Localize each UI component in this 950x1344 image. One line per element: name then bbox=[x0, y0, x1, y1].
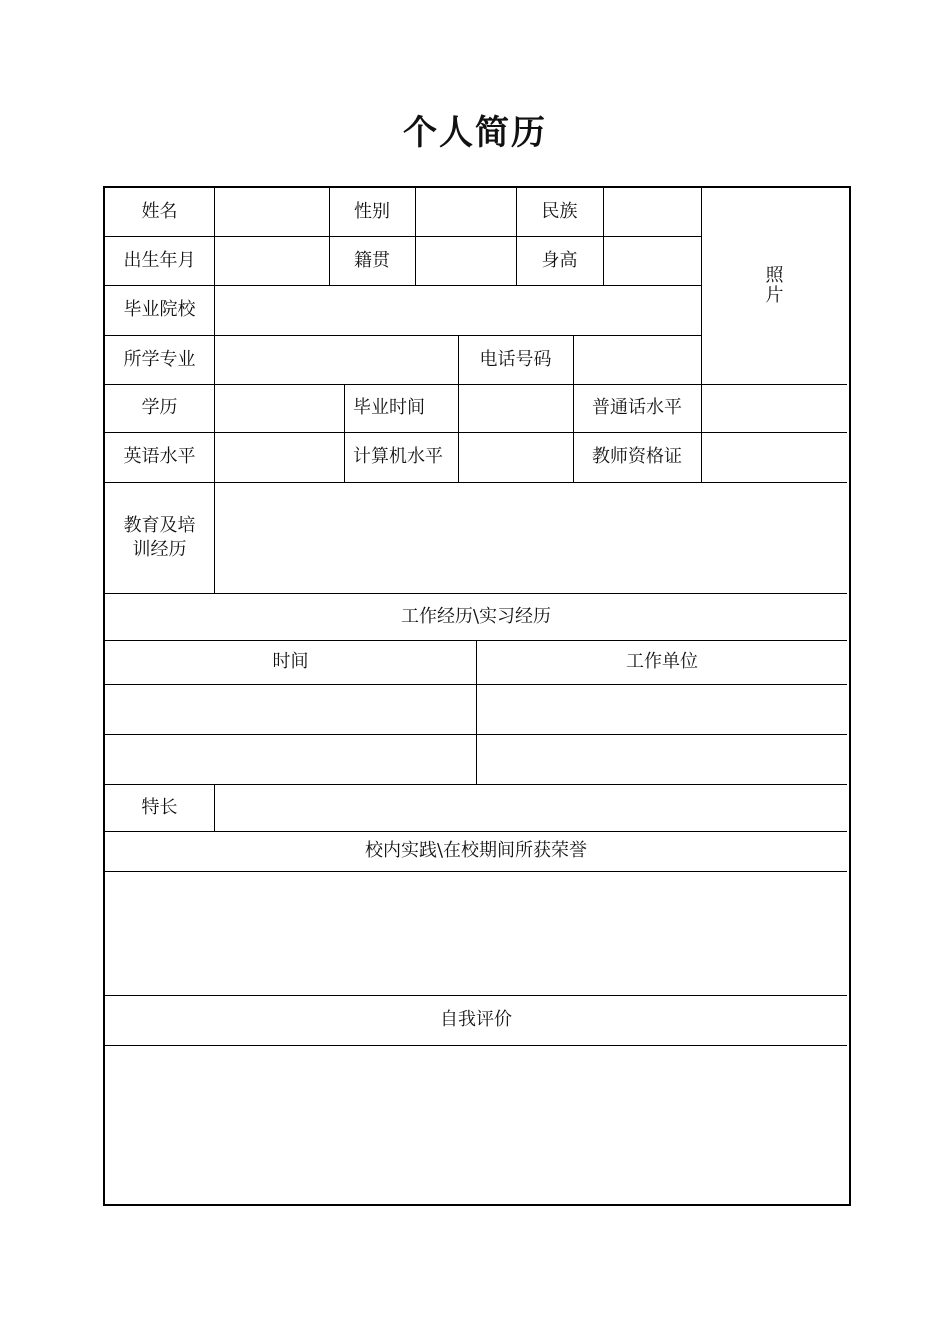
label-training bbox=[105, 482, 214, 593]
campus-section-header: 校内实践\在校期间所获荣誉 bbox=[364, 840, 588, 861]
name-field[interactable] bbox=[215, 188, 329, 236]
label-phone: 电话号码 bbox=[479, 348, 552, 370]
label-teacher-cert: 教师资格证 bbox=[592, 446, 682, 467]
label-english: 英语水平 bbox=[123, 446, 196, 467]
label-specialty: 特长 bbox=[141, 796, 178, 818]
label-mandarin: 普通话水平 bbox=[592, 397, 682, 418]
label-birth: 出生年月 bbox=[123, 249, 196, 271]
time-column-header: 时间 bbox=[272, 651, 309, 672]
label-computer: 计算机水平 bbox=[353, 446, 443, 467]
education-field[interactable] bbox=[215, 385, 344, 432]
self-eval-section-header: 自我评价 bbox=[440, 1009, 512, 1030]
major-field[interactable] bbox=[215, 336, 458, 384]
english-field[interactable] bbox=[215, 433, 344, 482]
label-native-place: 籍贯 bbox=[354, 249, 390, 271]
label-school: 毕业院校 bbox=[123, 299, 196, 320]
label-training-line1: 教育及培 bbox=[123, 514, 196, 536]
work-section-header: 工作经历\实习经历 bbox=[400, 605, 552, 627]
birth-field[interactable] bbox=[215, 237, 329, 285]
page-title: 个人简历 bbox=[403, 113, 547, 153]
grad-time-field[interactable] bbox=[459, 385, 573, 432]
campus-field[interactable] bbox=[105, 872, 847, 995]
label-name: 姓名 bbox=[141, 201, 178, 222]
ethnicity-field[interactable] bbox=[604, 188, 701, 236]
teacher-cert-field[interactable] bbox=[702, 433, 847, 482]
label-ethnicity: 民族 bbox=[541, 201, 578, 222]
photo-label-line1: 照 bbox=[765, 265, 784, 286]
height-field[interactable] bbox=[604, 237, 701, 285]
computer-field[interactable] bbox=[459, 433, 573, 482]
label-gender: 性别 bbox=[354, 201, 390, 222]
training-field[interactable] bbox=[215, 483, 847, 593]
employer-column-header: 工作单位 bbox=[626, 651, 698, 672]
label-education: 学历 bbox=[141, 397, 178, 418]
label-grad-time: 毕业时间 bbox=[353, 397, 425, 418]
work-time-field-1[interactable] bbox=[105, 685, 476, 734]
gender-field[interactable] bbox=[416, 188, 516, 236]
mandarin-field[interactable] bbox=[702, 385, 847, 432]
photo-label-line2: 片 bbox=[765, 285, 784, 306]
work-employer-field-2[interactable] bbox=[477, 735, 847, 784]
self-eval-field[interactable] bbox=[105, 1046, 847, 1202]
school-field[interactable] bbox=[215, 286, 701, 335]
label-training-line2: 训经历 bbox=[132, 538, 187, 560]
work-employer-field-1[interactable] bbox=[477, 685, 847, 734]
specialty-field[interactable] bbox=[215, 785, 847, 831]
label-height: 身高 bbox=[541, 249, 578, 271]
native-place-field[interactable] bbox=[416, 237, 516, 285]
phone-field[interactable] bbox=[574, 336, 701, 384]
resume-form bbox=[103, 186, 851, 1206]
work-time-field-2[interactable] bbox=[105, 735, 476, 784]
photo-area[interactable] bbox=[702, 188, 847, 384]
label-major: 所学专业 bbox=[123, 348, 196, 370]
